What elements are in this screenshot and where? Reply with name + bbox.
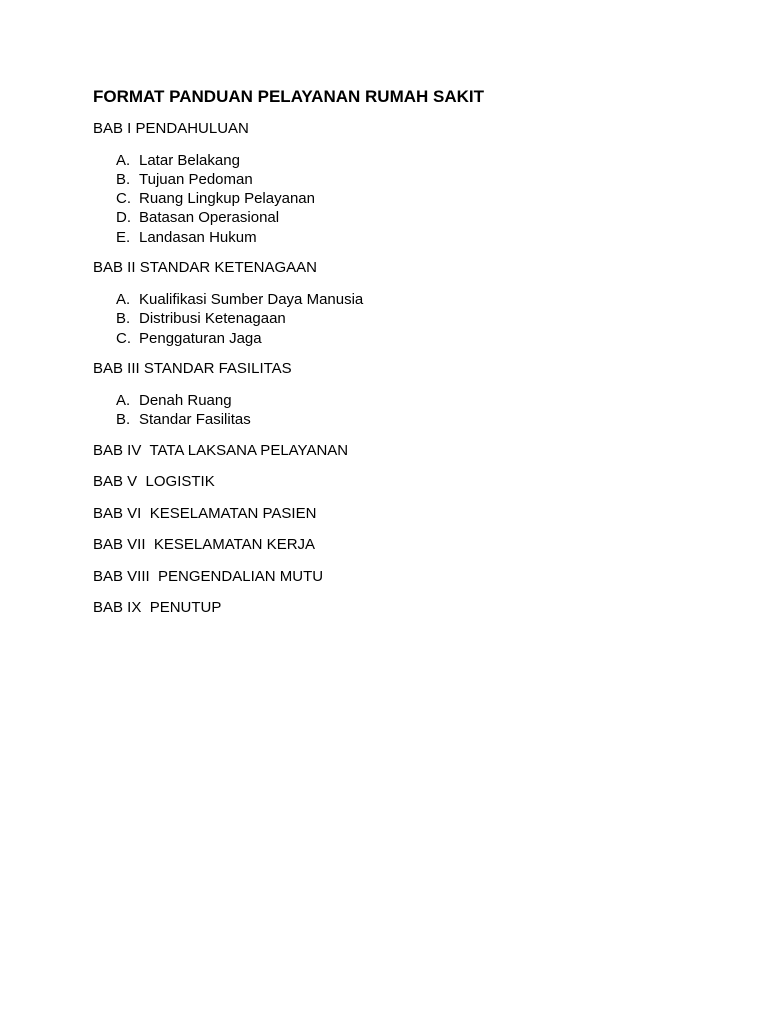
chapter-spacer bbox=[93, 555, 693, 567]
list-item bbox=[116, 309, 693, 328]
sublist-spacer bbox=[93, 379, 693, 391]
chapter-spacer bbox=[93, 587, 693, 599]
list-item bbox=[116, 208, 693, 227]
chapter-name: PENGENDALIAN MUTU bbox=[158, 567, 324, 585]
list-item-text: Landasan Hukum bbox=[139, 228, 257, 246]
list-item-text: Latar Belakang bbox=[139, 151, 240, 169]
list-item-text: Tujuan Pedoman bbox=[139, 170, 253, 188]
list-item-letter: B. bbox=[116, 310, 131, 328]
chapter-sublist bbox=[93, 151, 693, 247]
chapter-heading bbox=[93, 359, 693, 379]
chapter-label: BAB I bbox=[93, 120, 132, 137]
list-item-letter: E. bbox=[116, 228, 131, 246]
list-item-letter: C. bbox=[116, 329, 131, 347]
list-item-text: Distribusi Ketenagaan bbox=[139, 310, 286, 328]
chapter-sublist bbox=[93, 290, 693, 348]
chapter-label: BAB VI bbox=[93, 504, 142, 522]
list-item-text: Batasan Operasional bbox=[139, 209, 280, 227]
list-item bbox=[116, 329, 693, 348]
chapter-heading bbox=[93, 567, 693, 587]
chapter-label: BAB IV bbox=[93, 441, 142, 459]
chapter-name: STANDAR KETENAGAAN bbox=[139, 259, 317, 277]
chapter-spacer bbox=[93, 492, 693, 504]
chapter-name: TATA LAKSANA PELAYANAN bbox=[149, 441, 349, 459]
list-item bbox=[116, 151, 693, 170]
list-item bbox=[116, 290, 693, 309]
chapter-spacer bbox=[93, 429, 693, 441]
chapter-name: LOGISTIK bbox=[145, 473, 215, 491]
sublist-spacer bbox=[93, 139, 693, 151]
list-item bbox=[116, 410, 693, 429]
chapter-list bbox=[93, 119, 693, 618]
chapter-name: STANDAR FASILITAS bbox=[143, 360, 292, 378]
chapter-sublist bbox=[93, 391, 693, 430]
list-item-text: Penggaturan Jaga bbox=[139, 329, 262, 347]
chapter-spacer bbox=[93, 247, 693, 259]
list-item-text: Standar Fasilitas bbox=[139, 411, 251, 429]
chapter-label: BAB IX bbox=[93, 599, 142, 617]
chapter-name: KESELAMATAN PASIEN bbox=[149, 504, 317, 522]
list-item bbox=[116, 391, 693, 410]
chapter-heading bbox=[93, 441, 693, 461]
chapter-name: KESELAMATAN KERJA bbox=[153, 536, 316, 554]
sublist-spacer bbox=[93, 278, 693, 290]
chapter-spacer bbox=[93, 461, 693, 473]
list-item-letter: D. bbox=[116, 209, 131, 227]
list-item-letter: B. bbox=[116, 411, 131, 429]
list-item bbox=[116, 189, 693, 208]
chapter-label: BAB V bbox=[93, 473, 138, 491]
chapter-heading bbox=[93, 598, 693, 618]
list-item-letter: B. bbox=[116, 170, 131, 188]
chapter-label: BAB II bbox=[93, 259, 136, 277]
chapter-label: BAB VIII bbox=[93, 567, 150, 585]
chapter-heading bbox=[93, 504, 693, 524]
list-item-text: Ruang Lingkup Pelayanan bbox=[139, 190, 315, 208]
document-page bbox=[93, 86, 693, 618]
chapter-heading bbox=[93, 472, 693, 492]
document-title: FORMAT PANDUAN PELAYANAN RUMAH SAKIT bbox=[93, 87, 485, 106]
list-item bbox=[116, 228, 693, 247]
list-item-letter: A. bbox=[116, 290, 131, 308]
chapter-heading bbox=[93, 258, 693, 278]
list-item-letter: A. bbox=[116, 151, 131, 169]
chapter-heading bbox=[93, 119, 693, 139]
list-item-letter: A. bbox=[116, 391, 131, 409]
chapter-name: PENUTUP bbox=[149, 599, 222, 617]
chapter-label: BAB VII bbox=[93, 536, 146, 554]
chapter-spacer bbox=[93, 524, 693, 536]
chapter-heading bbox=[93, 535, 693, 555]
chapter-spacer bbox=[93, 348, 693, 360]
list-item bbox=[116, 170, 693, 189]
list-item-letter: C. bbox=[116, 190, 131, 208]
chapter-name: PENDAHULUAN bbox=[135, 120, 249, 137]
chapter-label: BAB III bbox=[93, 360, 140, 378]
list-item-text: Denah Ruang bbox=[139, 391, 232, 409]
list-item-text: Kualifikasi Sumber Daya Manusia bbox=[139, 290, 364, 308]
